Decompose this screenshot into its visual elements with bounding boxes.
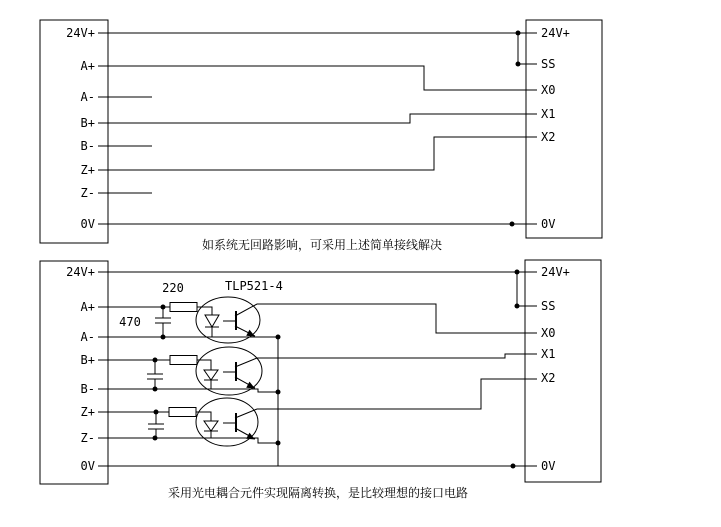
terminal-label-b-plus: B+ bbox=[80, 353, 95, 367]
terminal-label-x2: X2 bbox=[541, 371, 556, 385]
wire-collector-a-x0 bbox=[257, 304, 525, 333]
junction-dot bbox=[516, 62, 521, 67]
phototransistor-leads bbox=[223, 409, 257, 439]
optocoupler-z bbox=[196, 398, 258, 446]
terminal-label-x1: X1 bbox=[541, 107, 556, 121]
parallel-component-value-label: 470 bbox=[119, 315, 141, 329]
wire-aplus-x0 bbox=[98, 66, 526, 90]
plc-terminal-ticks bbox=[525, 272, 537, 466]
junction-dot bbox=[153, 358, 158, 363]
led-cathode bbox=[205, 327, 219, 337]
terminal-label-24v: 24V+ bbox=[66, 265, 95, 279]
diagram-bottom bbox=[40, 260, 601, 500]
junction-dot bbox=[153, 436, 158, 441]
led-icon bbox=[204, 421, 218, 431]
diagram-top bbox=[40, 20, 602, 252]
resistor-220-a bbox=[170, 303, 197, 312]
terminal-label-24v: 24V+ bbox=[66, 26, 95, 40]
wire-collector-z-x2 bbox=[257, 379, 525, 409]
wire-zplus-x2 bbox=[98, 137, 526, 170]
optocoupler-b bbox=[196, 347, 262, 395]
led-cathode bbox=[204, 431, 218, 438]
junction-dot bbox=[161, 305, 166, 310]
terminal-label-z-minus: Z- bbox=[80, 431, 95, 445]
terminal-label-z-plus: Z+ bbox=[80, 163, 95, 177]
caption-top: 如系统无回路影响，可采用上述简单接线解决 bbox=[201, 238, 443, 252]
led-icon bbox=[205, 315, 219, 327]
wire-collector-b-x1 bbox=[257, 354, 525, 358]
junction-dot bbox=[515, 270, 520, 275]
terminal-label-0v: 0V bbox=[541, 459, 556, 473]
terminal-label-ss: SS bbox=[541, 299, 556, 313]
terminal-label-z-plus: Z+ bbox=[80, 405, 95, 419]
capacitor-470-a bbox=[155, 307, 171, 337]
terminal-label-24v: 24V+ bbox=[541, 26, 570, 40]
phototransistor-leads bbox=[223, 358, 257, 388]
plc-box bbox=[525, 260, 601, 482]
optocoupler-a bbox=[196, 297, 260, 343]
wire-led-anode-a bbox=[197, 307, 212, 315]
resistor-220-b bbox=[170, 356, 197, 365]
terminal-label-b-minus: B- bbox=[80, 382, 95, 396]
caption-bottom: 采用光电耦合元件实现隔离转换，是比较理想的接口电路 bbox=[167, 486, 469, 500]
terminal-label-24v: 24V+ bbox=[541, 265, 570, 279]
terminal-label-b-plus: B+ bbox=[80, 116, 95, 130]
junction-dot bbox=[153, 387, 158, 392]
terminal-label-a-minus: A- bbox=[80, 90, 95, 104]
plc-terminal-ticks bbox=[526, 33, 537, 224]
emitter-arrow-icon bbox=[246, 330, 255, 337]
capacitor-470-b bbox=[147, 360, 163, 389]
terminal-label-x1: X1 bbox=[541, 347, 556, 361]
terminal-label-x0: X0 bbox=[541, 326, 556, 340]
phototransistor-leads bbox=[223, 304, 257, 336]
led-cathode bbox=[204, 380, 218, 389]
terminal-label-0v: 0V bbox=[541, 217, 556, 231]
wire-ss-link bbox=[517, 272, 537, 306]
encoder-box bbox=[40, 20, 108, 243]
resistor-value-label: 220 bbox=[162, 281, 184, 295]
junction-dot bbox=[515, 304, 520, 309]
junction-dot bbox=[276, 335, 281, 340]
junction-dot bbox=[161, 335, 166, 340]
led-icon bbox=[204, 370, 218, 380]
optocoupler-part-label: TLP521-4 bbox=[225, 279, 283, 293]
plc-box bbox=[526, 20, 602, 238]
terminal-label-x2: X2 bbox=[541, 130, 556, 144]
terminal-label-ss: SS bbox=[541, 57, 556, 71]
resistor-220-z bbox=[169, 408, 196, 417]
emitter-arrow-icon bbox=[246, 382, 255, 389]
junction-dot bbox=[154, 410, 159, 415]
junction-dot bbox=[516, 31, 521, 36]
terminal-label-a-plus: A+ bbox=[80, 300, 95, 314]
junction-dot bbox=[510, 222, 515, 227]
terminal-label-z-minus: Z- bbox=[80, 186, 95, 200]
terminal-label-a-plus: A+ bbox=[80, 59, 95, 73]
terminal-label-0v: 0V bbox=[80, 217, 95, 231]
junction-dot bbox=[276, 390, 281, 395]
terminal-label-b-minus: B- bbox=[80, 139, 95, 153]
terminal-label-a-minus: A- bbox=[80, 330, 95, 344]
junction-dot bbox=[276, 441, 281, 446]
wire-bplus-x1 bbox=[98, 114, 526, 123]
terminal-label-x0: X0 bbox=[541, 83, 556, 97]
junction-dot bbox=[511, 464, 516, 469]
wire-ss-link bbox=[518, 33, 537, 64]
terminal-label-0v: 0V bbox=[80, 459, 95, 473]
capacitor-470-z bbox=[148, 412, 164, 438]
encoder-box bbox=[40, 261, 108, 484]
